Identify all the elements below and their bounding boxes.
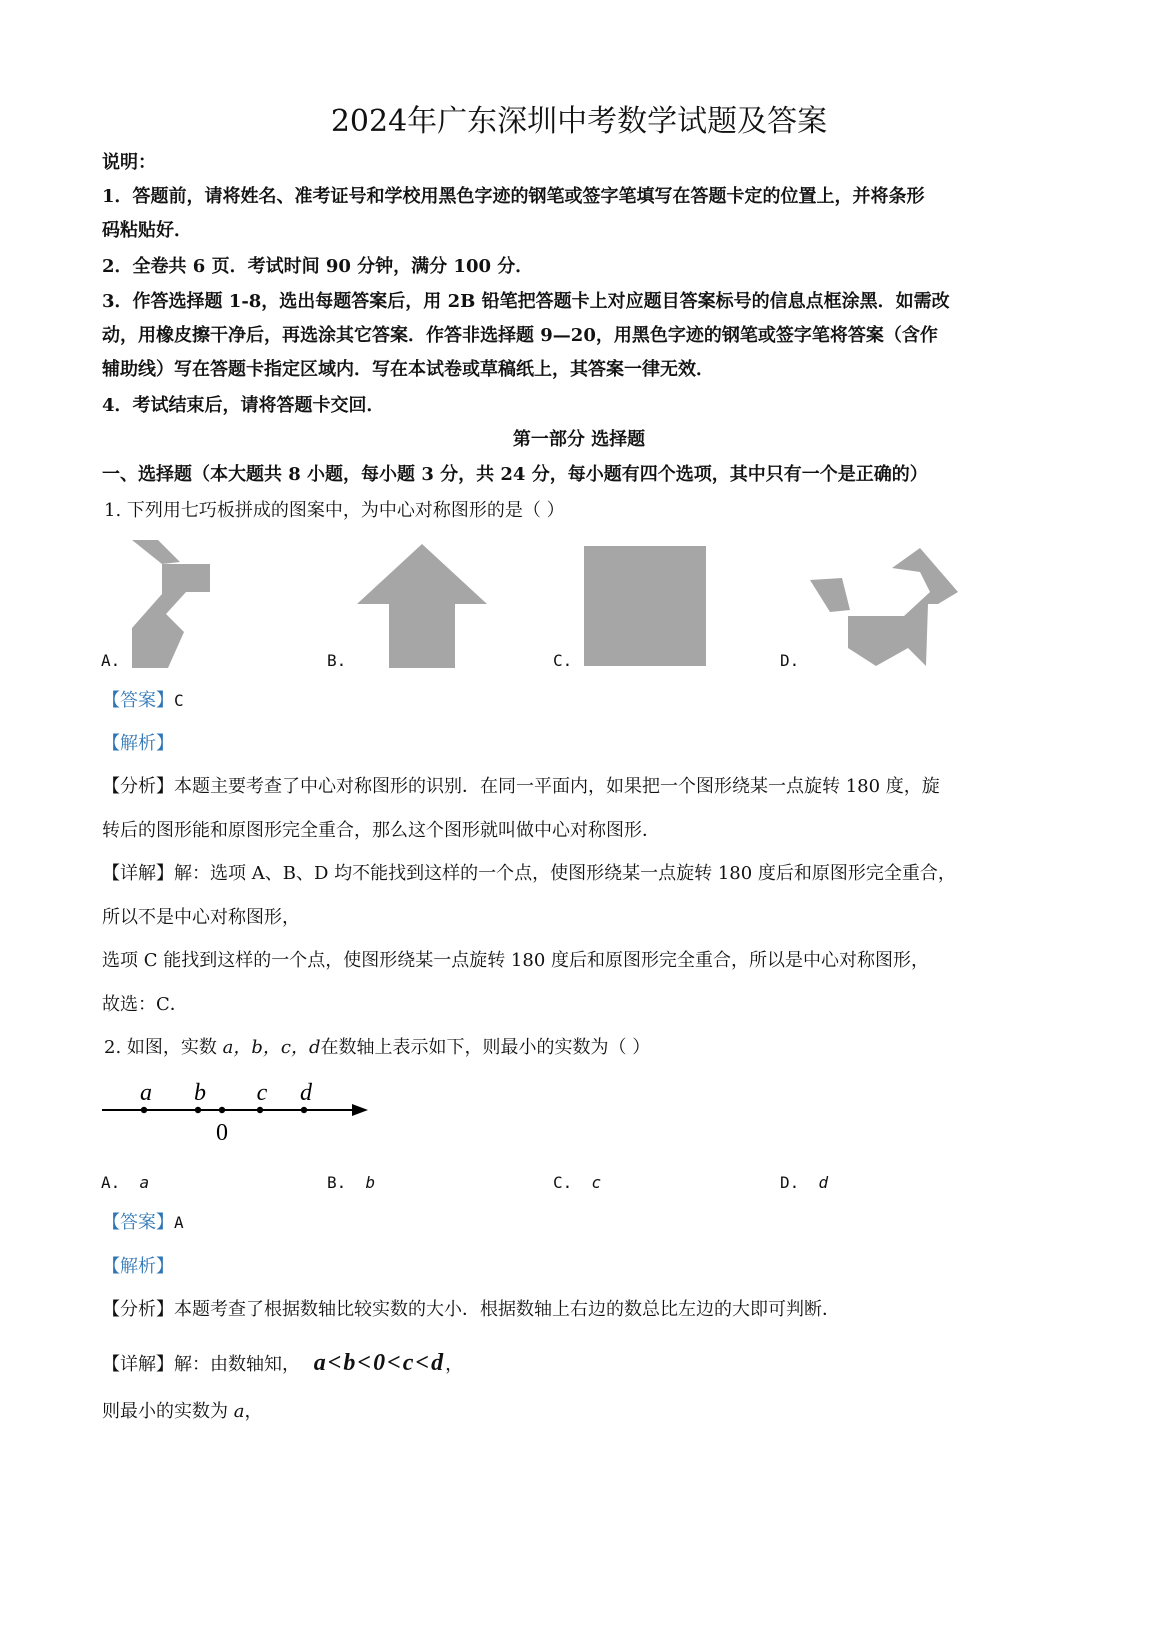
q2-stem-vars: a，b，c，d [222,1037,321,1058]
option-value: d [818,1173,829,1192]
conclusion-text: 则最小的实数为 [102,1401,234,1422]
q1-answer [102,689,184,713]
instruction-line: 动，用橡皮擦干净后，再选涂其它答案．作答非选择题 9—20，用黑色字迹的钢笔或签字笔将答案（含作 [102,325,938,346]
q2-option-c [553,1173,601,1192]
xiangjie-tag: 【详解】 [102,1354,174,1375]
option-label: B. [327,1173,347,1192]
option-label: C. [553,1173,573,1192]
answer-tag: 【答案】 [102,690,174,711]
option-value: b [365,1173,376,1192]
tangram-piece [132,540,180,564]
instruction-line: 2．全卷共 6 页．考试时间 90 分钟，满分 100 分． [102,256,534,277]
q1-figure-a [128,540,214,668]
answer-value: A [174,1213,184,1232]
label-a: a [140,1080,152,1106]
q1-xiangjie-line: 故选：C． [102,994,188,1015]
q2-answer [102,1211,184,1235]
q1-figure-b [357,544,487,668]
fenxi-text: 本题主要考查了中心对称图形的识别．在同一平面内，如果把一个图形绕某一点旋转 180 度，旋 [174,776,940,797]
option-value: a [139,1173,150,1192]
q1-stem: 1. 下列用七巧板拼成的图案中，为中心对称图形的是（ ） [104,500,565,521]
inequality-formula: a<b<0<c<d [313,1350,446,1376]
section-heading: 一、选择题（本大题共 8 小题，每小题 3 分，共 24 分，每小题有四个选项，其中只有一个是正确的） [102,464,928,485]
q2-stem-suffix: 在数轴上表示如下，则最小的实数为（ ） [320,1037,651,1058]
instruction-line: 3．作答选择题 1-8，选出每题答案后，用 2B 铅笔把答题卡上对应题目答案标号的信息点框涂黑．如需改 [102,291,950,312]
option-label: A. [101,1173,121,1192]
fenxi-tag: 【分析】 [102,776,174,797]
option-label: D. [780,1173,800,1192]
point-c [257,1107,263,1113]
tangram-piece [357,544,487,668]
option-value: c [591,1173,602,1192]
tangram-piece [848,548,958,666]
q1-xiangjie-line [102,862,956,886]
fenxi-text: 本题考查了根据数轴比较实数的大小．根据数轴上右边的数总比左边的大即可判断． [174,1299,840,1320]
conclusion-var: a [233,1401,245,1422]
instruction-line: 码粘贴好． [102,220,192,241]
instruction-line: 4．考试结束后，请将答题卡交回． [102,395,385,416]
answer-tag: 【答案】 [102,1212,174,1233]
label-c: c [256,1080,268,1106]
q1-option-b-label: B. [327,651,347,670]
xiangjie-text: 解：由数轴知， [174,1354,300,1375]
instructions-heading: 说明： [102,152,156,173]
instruction-line: 1．答题前，请将姓名、准考证号和学校用黑色字迹的钢笔或签字笔填写在答题卡定的位置上，并将条形 [102,186,925,207]
point-b [195,1107,201,1113]
q1-option-a-label: A. [101,651,121,670]
point-zero [219,1107,225,1113]
point-d [301,1107,307,1113]
instruction-line: 辅助线）写在答题卡指定区域内．写在本试卷或草稿纸上，其答案一律无效． [102,359,714,380]
q1-xiangjie-line: 选项 C 能找到这样的一个点，使图形绕某一点旋转 180 度后和原图形完全重合，所以是中心对称图形， [102,950,930,971]
tangram-piece [132,564,210,668]
q1-fenxi-line [102,775,940,799]
q1-xiangjie-line: 所以不是中心对称图形， [102,907,300,928]
q1-option-c-label: C. [553,651,573,670]
part-heading: 第一部分 选择题 [512,429,646,450]
q2-xiangjie-line [102,1351,463,1377]
answer-value: C [174,691,184,710]
axis-arrow [352,1104,368,1116]
q2-fenxi-line [102,1298,840,1322]
tangram-piece [810,578,850,612]
q2-option-b [327,1173,375,1192]
xiangjie-tag: 【详解】 [102,863,174,884]
q1-analysis-tag: 【解析】 [102,733,174,754]
conclusion-tail: ， [244,1401,263,1422]
page-title: 2024年广东深圳中考数学试题及答案 [330,104,828,139]
formula-tail: ， [445,1354,464,1375]
q2-conclusion [102,1400,262,1424]
q1-figure-d [808,548,960,666]
tangram-piece [584,546,706,666]
q2-option-a [101,1173,149,1192]
label-d: d [300,1080,312,1106]
xiangjie-text: 解：选项 A、B、D 均不能找到这样的一个点，使图形绕某一点旋转 180 度后和原图形完全重合， [174,863,956,884]
q2-stem [104,1036,650,1060]
q2-stem-prefix: 2. 如图，实数 [104,1037,223,1058]
q1-option-d-label: D. [780,651,800,670]
fenxi-tag: 【分析】 [102,1299,174,1320]
point-a [141,1107,147,1113]
q1-figure-c [584,546,706,666]
q2-analysis-tag: 【解析】 [102,1256,174,1277]
q2-option-d [780,1173,828,1192]
label-zero: 0 [216,1120,228,1146]
number-line [100,1074,370,1146]
label-b: b [194,1080,206,1106]
q1-fenxi-line: 转后的图形能和原图形完全重合，那么这个图形就叫做中心对称图形． [102,820,660,841]
